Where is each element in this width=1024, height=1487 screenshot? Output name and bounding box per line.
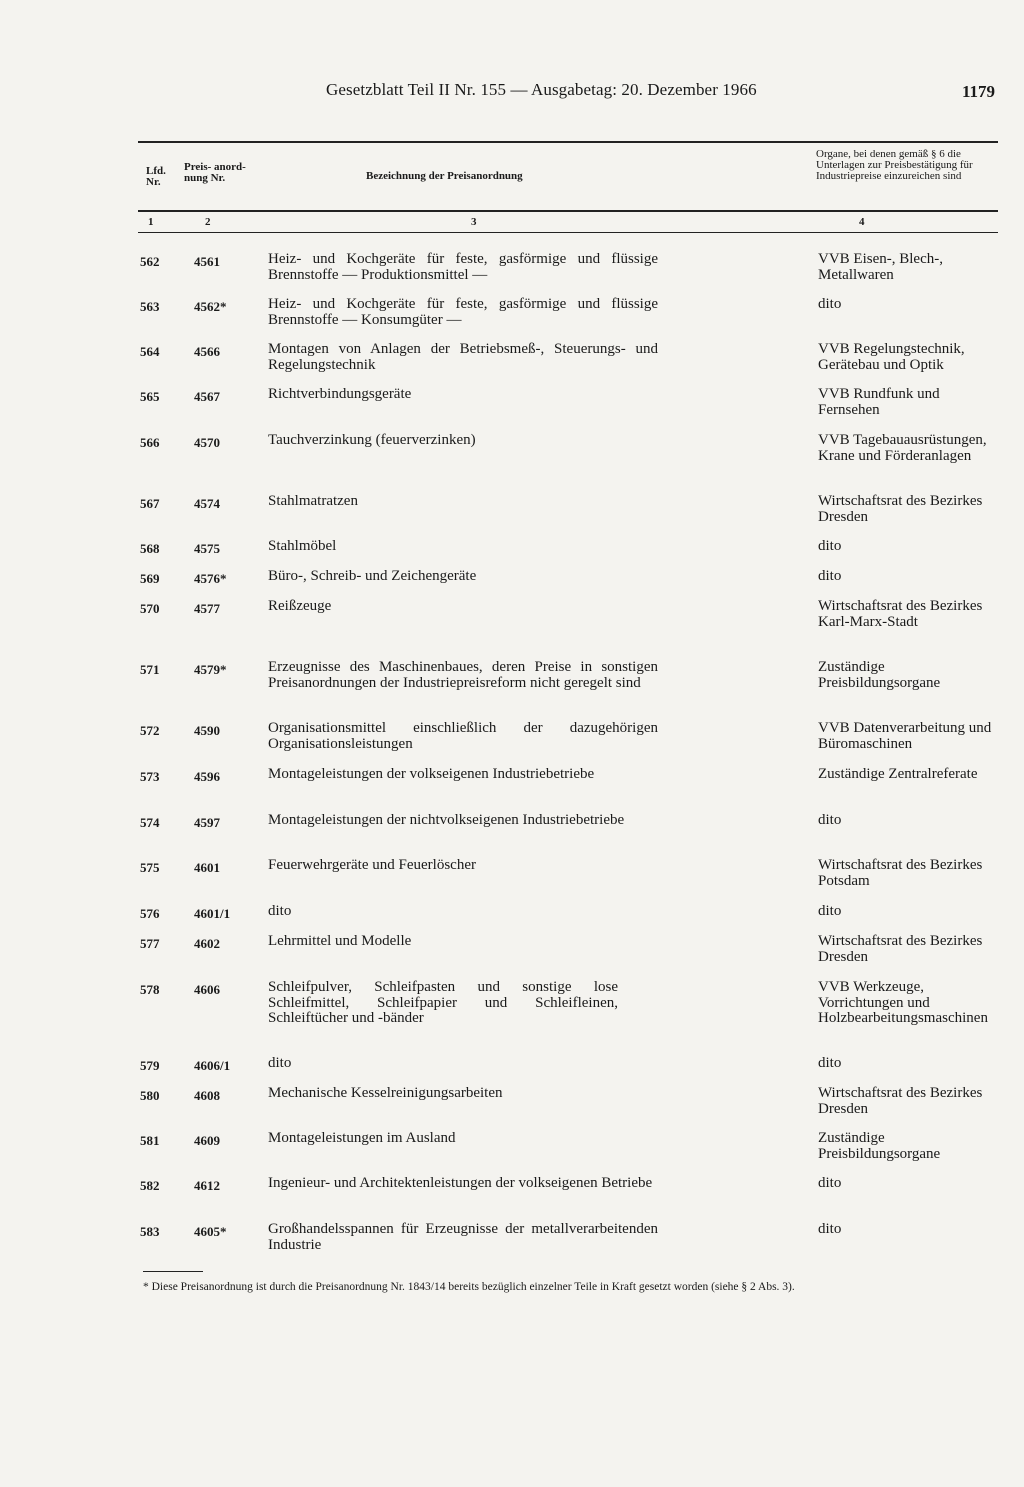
row-lfd-nr: 576 <box>140 906 160 921</box>
row-lfd-nr: 572 <box>140 723 160 738</box>
page-header-title: Gesetzblatt Teil II Nr. 155 — Ausgabetag: 20. Dezember 1966 <box>326 80 757 99</box>
row-lfd-nr: 565 <box>140 389 160 404</box>
row-preisanordnung-nr: 4561 <box>194 254 220 269</box>
row-organ: VVB Datenverarbeitung und Büromaschinen <box>818 720 992 752</box>
row-preisanordnung-nr: 4570 <box>194 435 220 450</box>
row-bezeichnung: Richtverbindungsgeräte <box>268 386 412 402</box>
row-bezeichnung: Montageleistungen der volkseigenen Industriebetriebe <box>268 766 595 782</box>
col-number-4: 4 <box>859 216 865 228</box>
footnote: * Diese Preisanordnung ist durch die Preisanordnung Nr. 1843/14 bereits bezüglich einzelner Teile in Kraft gesetzt worden (siehe § 2 Abs. 3). <box>143 1281 795 1293</box>
row-organ: dito <box>818 538 842 554</box>
row-bezeichnung: Schleifpulver, Schleifpasten und sonstige lose Schleifmittel, Schleifpapier und Schleifleinen, Schleiftücher und -bänder <box>268 979 618 1026</box>
row-preisanordnung-nr: 4606/1 <box>194 1058 231 1073</box>
row-bezeichnung: Heiz- und Kochgeräte für feste, gasförmige und flüssige Brennstoffe — Konsumgüter — <box>268 296 658 328</box>
row-organ: Zuständige Preisbildungsorgane <box>818 659 941 691</box>
col-number-1: 1 <box>148 216 154 228</box>
row-lfd-nr: 574 <box>140 815 160 830</box>
row-bezeichnung: dito <box>268 903 292 919</box>
row-preisanordnung-nr: 4609 <box>194 1133 220 1148</box>
row-organ: dito <box>818 296 842 312</box>
row-preisanordnung-nr: 4612 <box>194 1178 220 1193</box>
row-preisanordnung-nr: 4596 <box>194 769 220 784</box>
row-lfd-nr: 580 <box>140 1088 160 1103</box>
row-preisanordnung-nr: 4605* <box>194 1224 227 1239</box>
row-bezeichnung: Großhandelsspannen für Erzeugnisse der metallverarbeitenden Industrie <box>268 1221 658 1253</box>
col-number-3: 3 <box>471 216 477 228</box>
row-preisanordnung-nr: 4575 <box>194 541 220 556</box>
row-preisanordnung-nr: 4601/1 <box>194 906 231 921</box>
row-organ: Wirtschaftsrat des Bezirkes Dresden <box>818 933 983 965</box>
row-organ: VVB Eisen-, Blech-, Metallwaren <box>818 251 943 283</box>
row-organ: dito <box>818 1221 842 1237</box>
row-bezeichnung: Organisationsmittel einschließlich der dazugehörigen Organisationsleistungen <box>268 720 658 752</box>
row-organ: Wirtschaftsrat des Bezirkes Dresden <box>818 1085 983 1117</box>
row-organ: VVB Tagebauausrüstungen, Krane und Förderanlagen <box>818 432 987 464</box>
row-bezeichnung: Montagen von Anlagen der Betriebsmeß-, Steuerungs- und Regelungstechnik <box>268 341 658 373</box>
row-lfd-nr: 577 <box>140 936 160 951</box>
row-lfd-nr: 582 <box>140 1178 160 1193</box>
row-preisanordnung-nr: 4567 <box>194 389 220 404</box>
row-organ: Wirtschaftsrat des Bezirkes Karl-Marx-Stadt <box>818 598 983 630</box>
row-preisanordnung-nr: 4601 <box>194 860 220 875</box>
col-header-bezeichnung: Bezeichnung der Preisanordnung <box>366 170 523 182</box>
row-preisanordnung-nr: 4579* <box>194 662 227 677</box>
row-preisanordnung-nr: 4597 <box>194 815 220 830</box>
row-lfd-nr: 569 <box>140 571 160 586</box>
row-preisanordnung-nr: 4577 <box>194 601 220 616</box>
row-organ: Zuständige Zentralreferate <box>818 766 978 782</box>
row-preisanordnung-nr: 4602 <box>194 936 220 951</box>
row-organ: VVB Rundfunk und Fernsehen <box>818 386 940 418</box>
row-preisanordnung-nr: 4608 <box>194 1088 220 1103</box>
row-organ: dito <box>818 812 842 828</box>
row-lfd-nr: 578 <box>140 982 160 997</box>
row-bezeichnung: Stahlmöbel <box>268 538 337 554</box>
row-organ: Zuständige Preisbildungsorgane <box>818 1130 941 1162</box>
col-number-2: 2 <box>205 216 211 228</box>
row-bezeichnung: Montageleistungen im Ausland <box>268 1130 456 1146</box>
top-rule <box>138 141 998 143</box>
row-bezeichnung: Reißzeuge <box>268 598 332 614</box>
column-number-rule <box>138 232 998 233</box>
col-header-lfd-nr: Lfd. Nr. <box>146 165 166 188</box>
row-lfd-nr: 562 <box>140 254 160 269</box>
row-lfd-nr: 583 <box>140 1224 160 1239</box>
row-lfd-nr: 567 <box>140 496 160 511</box>
page-header <box>0 80 1024 110</box>
row-bezeichnung: Stahlmatratzen <box>268 493 358 509</box>
row-lfd-nr: 571 <box>140 662 160 677</box>
row-bezeichnung: Ingenieur- und Architektenleistungen der volkseigenen Betriebe <box>268 1175 653 1191</box>
row-organ: VVB Regelungstechnik, Gerätebau und Optik <box>818 341 965 373</box>
row-bezeichnung: Montageleistungen der nichtvolkseigenen Industriebetriebe <box>268 812 625 828</box>
row-lfd-nr: 564 <box>140 344 160 359</box>
row-preisanordnung-nr: 4562* <box>194 299 227 314</box>
row-bezeichnung: dito <box>268 1055 292 1071</box>
row-lfd-nr: 568 <box>140 541 160 556</box>
row-bezeichnung: Erzeugnisse des Maschinenbaues, deren Preise in sonstigen Preisanordnungen der Industriepreisreform nicht geregelt sind <box>268 659 658 691</box>
row-lfd-nr: 563 <box>140 299 160 314</box>
row-organ: Wirtschaftsrat des Bezirkes Dresden <box>818 493 983 525</box>
row-lfd-nr: 570 <box>140 601 160 616</box>
col-header-organe: Organe, bei denen gemäß § 6 die Unterlagen zur Preisbestätigung für Industriepreise einzureichen sind <box>816 148 973 182</box>
header-rule <box>138 210 998 212</box>
row-bezeichnung: Tauchverzinkung (feuerverzinken) <box>268 432 476 448</box>
page-number: 1179 <box>962 82 996 101</box>
footnote-rule <box>143 1271 203 1272</box>
row-preisanordnung-nr: 4566 <box>194 344 220 359</box>
row-preisanordnung-nr: 4606 <box>194 982 220 997</box>
row-organ: dito <box>818 1055 842 1071</box>
row-organ: dito <box>818 568 842 584</box>
row-lfd-nr: 579 <box>140 1058 160 1073</box>
row-bezeichnung: Mechanische Kesselreinigungsarbeiten <box>268 1085 503 1101</box>
row-bezeichnung: Heiz- und Kochgeräte für feste, gasförmige und flüssige Brennstoffe — Produktionsmittel — <box>268 251 658 283</box>
row-bezeichnung: Lehrmittel und Modelle <box>268 933 412 949</box>
row-preisanordnung-nr: 4574 <box>194 496 220 511</box>
row-organ: dito <box>818 1175 842 1191</box>
row-lfd-nr: 581 <box>140 1133 160 1148</box>
col-header-preisanordnung-nr: Preis- anord- nung Nr. <box>184 161 246 184</box>
row-organ: VVB Werkzeuge, Vorrichtungen und Holzbearbeitungsmaschinen <box>818 979 988 1026</box>
row-preisanordnung-nr: 4576* <box>194 571 227 586</box>
row-organ: Wirtschaftsrat des Bezirkes Potsdam <box>818 857 983 889</box>
row-lfd-nr: 566 <box>140 435 160 450</box>
row-lfd-nr: 575 <box>140 860 160 875</box>
row-lfd-nr: 573 <box>140 769 160 784</box>
row-bezeichnung: Büro-, Schreib- und Zeichengeräte <box>268 568 477 584</box>
row-organ: dito <box>818 903 842 919</box>
row-preisanordnung-nr: 4590 <box>194 723 220 738</box>
row-bezeichnung: Feuerwehrgeräte und Feuerlöscher <box>268 857 476 873</box>
